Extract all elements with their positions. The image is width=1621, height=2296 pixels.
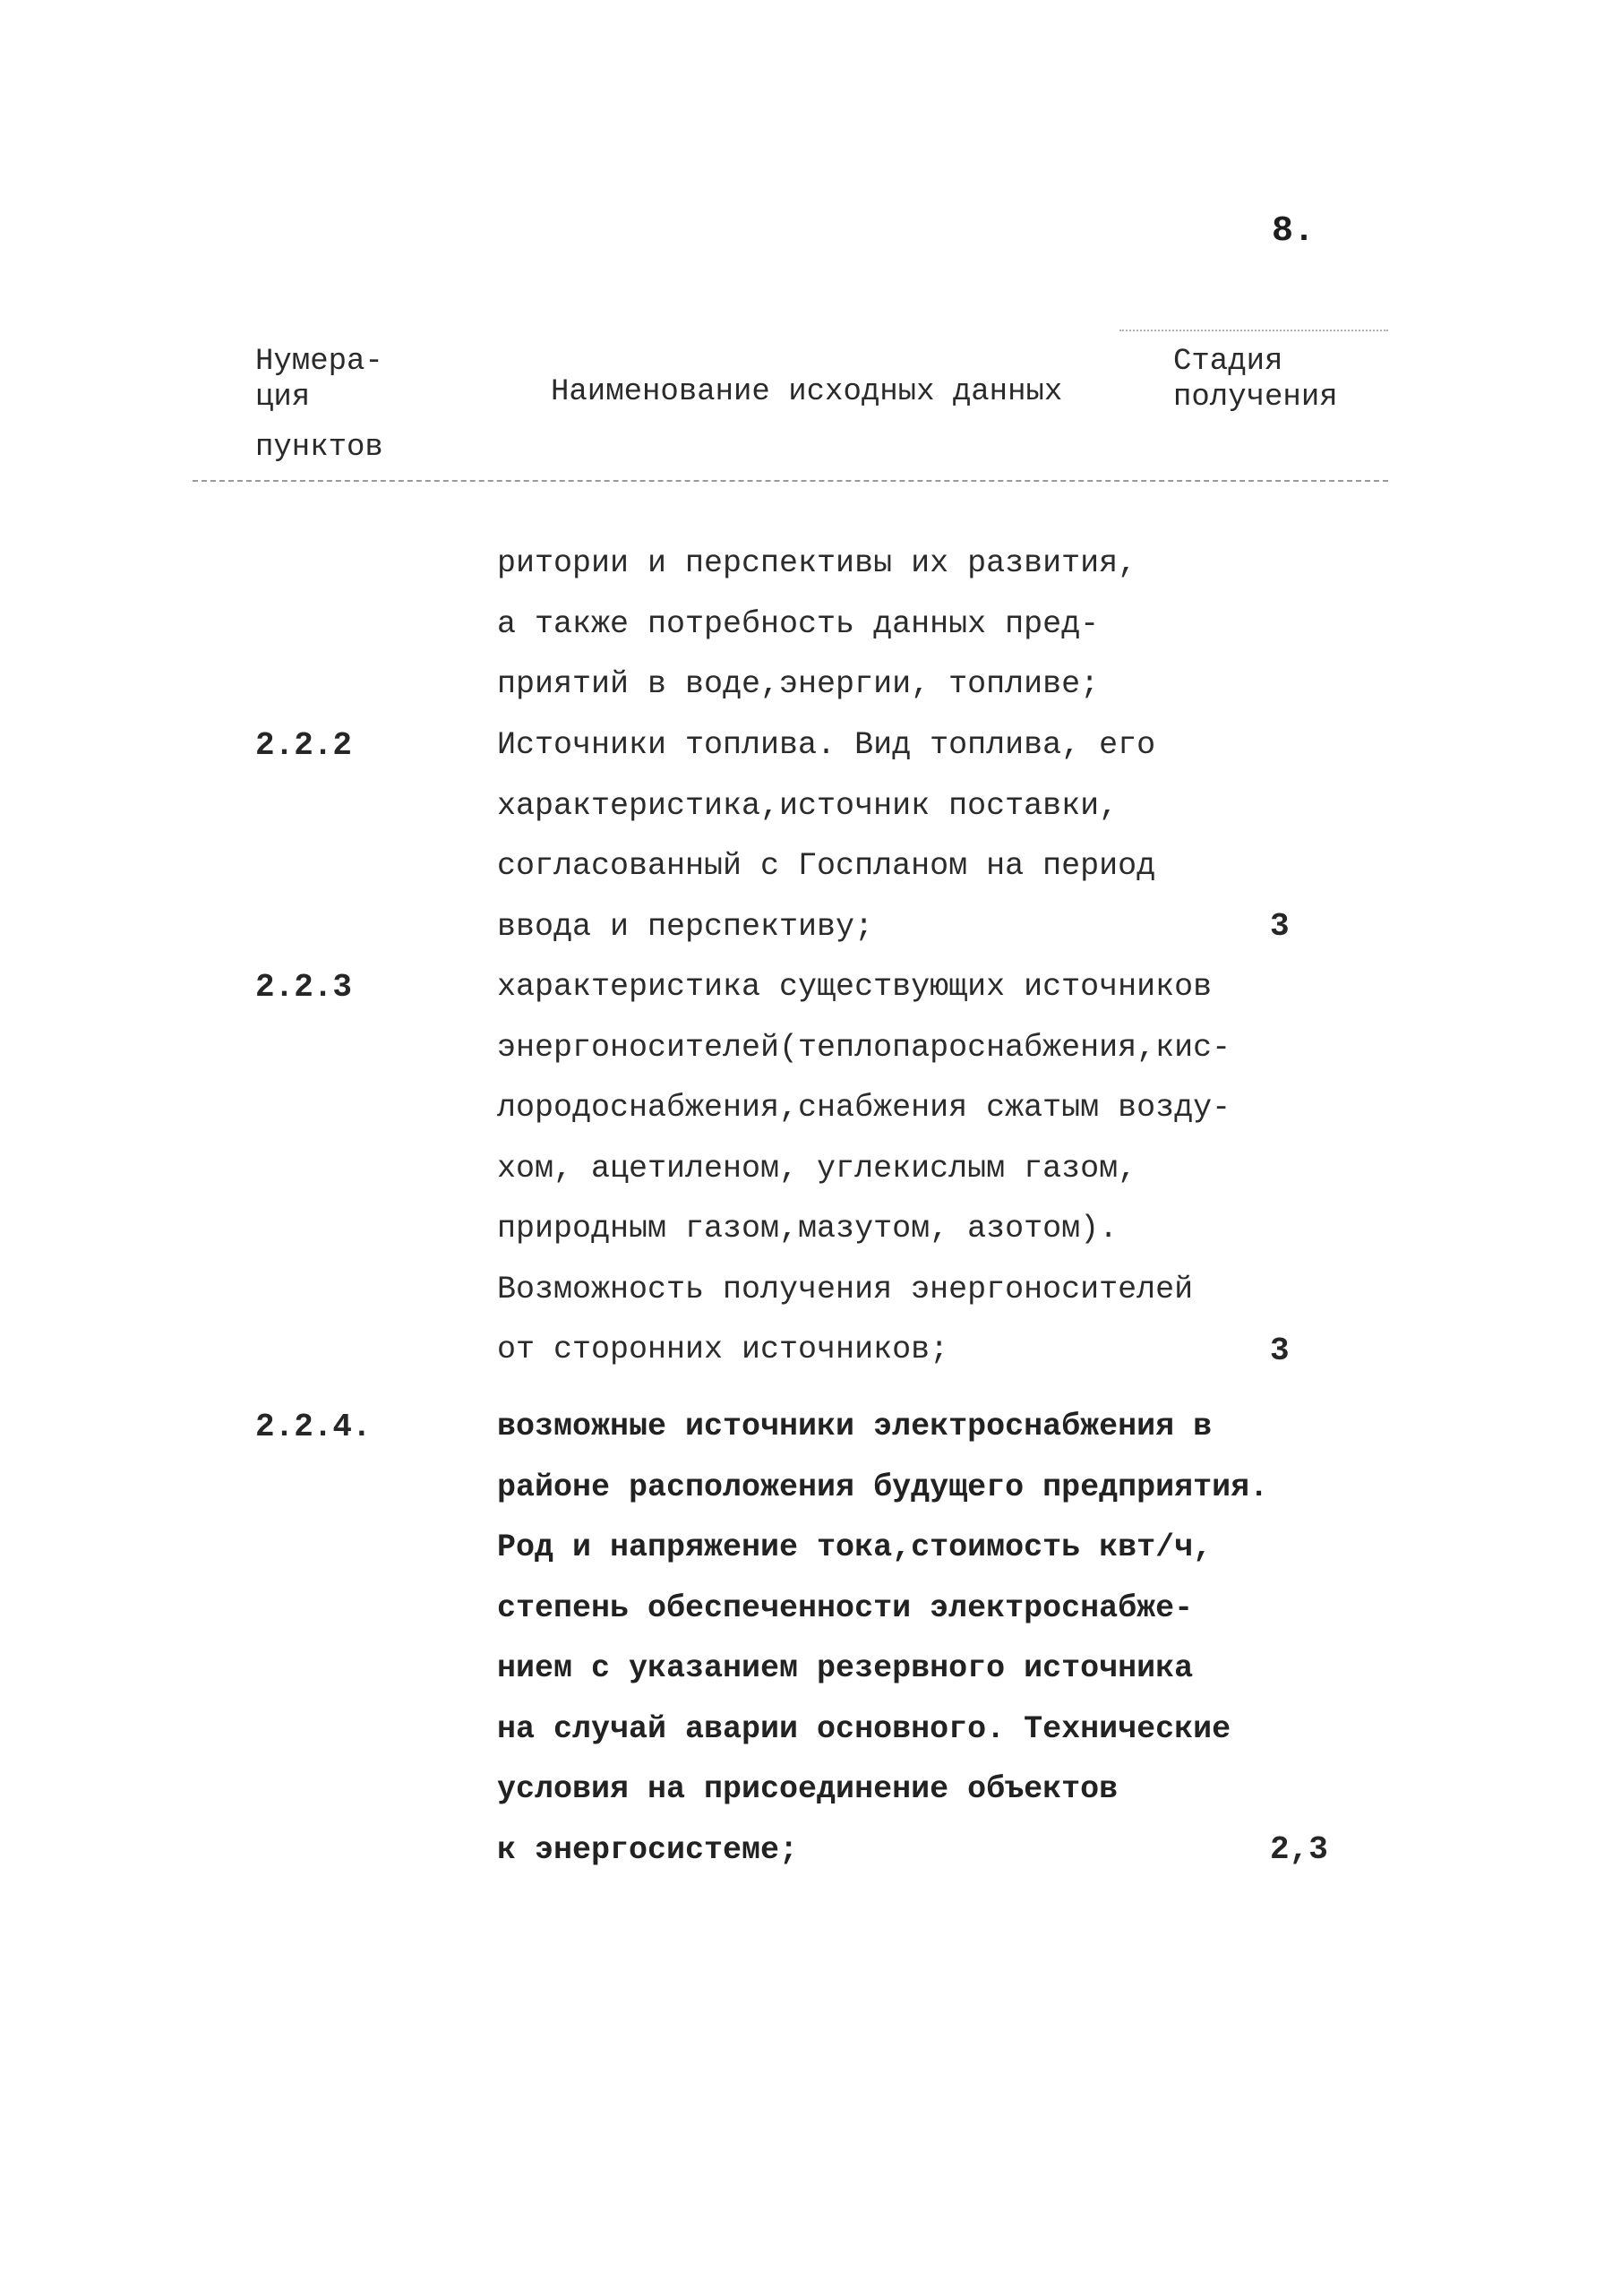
header-numbering-line-3: пунктов [255,431,383,465]
header-numbering-line-1: Нумера- [255,345,383,379]
text-line: возможные источники электроснабжения в [497,1409,1213,1444]
text-line: природным газом,мазутом, азотом). [497,1211,1119,1247]
text-line: от сторонних источников; [497,1332,949,1367]
row-text [497,957,1303,1381]
text-line: приятий в воде,энергии, топливе; [497,666,1100,702]
row-number: 2.2.4. [255,1409,372,1445]
text-line: к энергосистеме; [497,1831,799,1868]
text-line: степень обеспеченности электроснабже- [497,1589,1194,1626]
text-line: на случай аварии основного. Технические [497,1710,1231,1747]
header-numbering [255,344,434,466]
row-stage: 3 [1270,908,1290,945]
text-line: условия на присоединение объектов [497,1771,1119,1807]
page-number: 8. [1272,211,1316,252]
text-line: характеристика существующих источников [497,969,1213,1005]
header-stage-line-1: Стадия [1173,345,1283,379]
header-stage [1173,344,1370,416]
text-line: Род и напряжение тока,стоимость квт/ч, [497,1529,1213,1565]
header-numbering-line-2: ция [255,381,311,415]
row-text [497,1397,1303,1880]
row-stage: 2,3 [1270,1831,1328,1868]
row-text [497,534,1303,715]
text-line: ритории и перспективы их развития, [497,545,1137,581]
text-line: хом, ацетиленом, углекислым газом, [497,1150,1137,1187]
text-line: энергоносителей(теплопароснабжения,кис- [497,1029,1231,1066]
header-stage-line-2: получения [1173,381,1338,415]
row-text [497,715,1303,957]
text-line: ввода и перспективу; [497,908,874,945]
top-divider [1119,330,1388,331]
text-line: лородоснабжения,снабжения сжатым возду- [497,1090,1231,1126]
text-line: нием с указанием резервного источника [497,1650,1194,1686]
text-line: а также потребность данных пред- [497,605,1100,642]
text-line: районе расположения будущего предприятия. [497,1469,1269,1505]
row-stage: 3 [1270,1332,1290,1369]
header-name: Наименование исходных данных [551,375,1063,409]
text-line: Источники топлива. Вид топлива, его [497,727,1156,763]
text-line: Возможность получения энергоносителей [497,1271,1194,1307]
text-line: согласованный с Госпланом на период [497,848,1156,884]
row-number: 2.2.3 [255,969,353,1006]
header-divider [193,480,1388,482]
row-number: 2.2.2 [255,727,353,764]
text-line: характеристика,источник поставки, [497,787,1119,824]
